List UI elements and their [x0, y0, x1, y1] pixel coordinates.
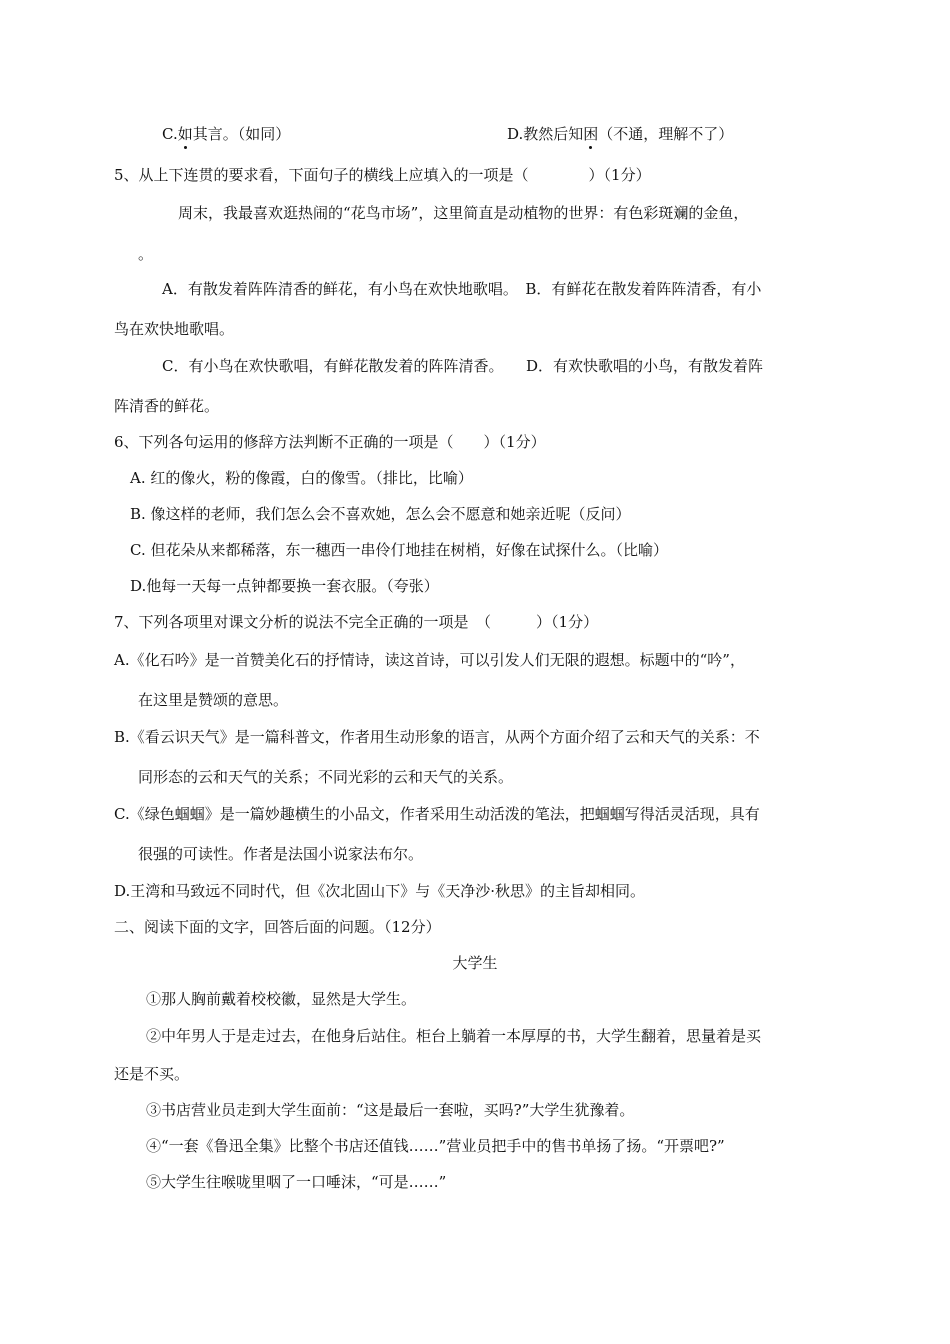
- q4-option-c-prefix: C.: [162, 125, 178, 143]
- q7-option-a-line2: 在这里是赞颂的意思。: [138, 691, 289, 709]
- passage-paragraph-3: ③书店营业员走到大学生面前：“这是最后一套啦，买吗?”大学生犹豫着。: [146, 1101, 635, 1119]
- q7-option-b-line2: 同形态的云和天气的关系；不同光彩的云和天气的关系。: [138, 768, 514, 786]
- section2-heading: 二、阅读下面的文字，回答后面的问题。（12分）: [114, 918, 441, 936]
- q4-option-d-dotted-char: 困: [583, 125, 599, 143]
- q7-option-c-line1: C.《绿色蝈蝈》是一篇妙趣横生的小品文，作者采用生动活泼的笔法，把蝈蝈写得活灵活现，具有: [114, 805, 760, 823]
- q5-options-ab-line1: A．有散发着阵阵清香的鲜花，有小鸟在欢快地歌唱。 B．有鲜花在散发着阵阵清香，有小: [162, 280, 762, 298]
- q6-option-c: C. 但花朵从来都稀落，东一穗西一串伶仃地挂在树梢，好像在试探什么。（比喻）: [130, 541, 668, 559]
- q6-option-d: D.他每一天每一点钟都要换一套衣服。（夸张）: [130, 577, 439, 595]
- q4-option-d-prefix: D.教然后知: [507, 125, 584, 143]
- q4-option-d: [507, 124, 733, 144]
- q4-option-c: [162, 124, 290, 144]
- passage-title: 大学生: [452, 954, 498, 972]
- q7-option-c-line2: 很强的可读性。作者是法国小说家法布尔。: [138, 845, 424, 863]
- passage-paragraph-5: ⑤大学生往喉咙里咽了一口唾沫，“可是……”: [146, 1173, 447, 1191]
- q4-option-c-text: 其言。（如同）: [192, 125, 291, 143]
- q4-option-d-text: （不通，理解不了）: [598, 125, 734, 143]
- passage-paragraph-4: ④“一套《鲁迅全集》比整个书店还值钱……”营业员把手中的售书单扬了扬。“开票吧?”: [146, 1137, 725, 1155]
- q7-stem: 7、下列各项里对课文分析的说法不完全正确的一项是 （ ）（1分）: [114, 613, 599, 631]
- q7-option-b-line1: B.《看云识天气》是一篇科普文，作者用生动形象的语言，从两个方面介绍了云和天气的关系：不: [114, 728, 760, 746]
- passage-paragraph-2-line1: ②中年男人于是走过去，在他身后站住。柜台上躺着一本厚厚的书，大学生翻着，思量着是买: [146, 1027, 762, 1045]
- q6-stem: 6、下列各句运用的修辞方法判断不正确的一项是（ ）（1分）: [114, 433, 546, 451]
- q5-options-ab-line2: 鸟在欢快地歌唱。: [114, 320, 235, 338]
- q4-option-c-dotted-char: 如: [177, 125, 193, 143]
- q5-stem: 5、从上下连贯的要求看，下面句子的横线上应填入的一项是（ ）（1分）: [114, 166, 651, 184]
- q6-option-a: A. 红的像火，粉的像霞，白的像雪。（排比，比喻）: [130, 469, 473, 487]
- q5-passage-line2: 。: [138, 245, 154, 263]
- q7-option-d: D.王湾和马致远不同时代，但《次北固山下》与《天净沙·秋思》的主旨却相同。: [114, 882, 646, 900]
- passage-paragraph-1: ①那人胸前戴着校校徽，显然是大学生。: [146, 990, 417, 1008]
- q7-option-a-line1: A.《化石吟》是一首赞美化石的抒情诗，读这首诗，可以引发人们无限的遐想。标题中的“吟”，: [114, 651, 745, 669]
- q5-passage-line1: 周末，我最喜欢逛热闹的“花鸟市场”，这里简直是动植物的世界：有色彩斑斓的金鱼，: [178, 204, 749, 222]
- q5-options-cd-line1: C．有小鸟在欢快歌唱，有鲜花散发着的阵阵清香。 D．有欢快歌唱的小鸟，有散发着阵: [162, 357, 764, 375]
- q5-options-cd-line2: 阵清香的鲜花。: [114, 397, 220, 415]
- q6-option-b: B. 像这样的老师，我们怎么会不喜欢她，怎么会不愿意和她亲近呢（反问）: [130, 505, 631, 523]
- passage-paragraph-2-line2: 还是不买。: [114, 1065, 190, 1083]
